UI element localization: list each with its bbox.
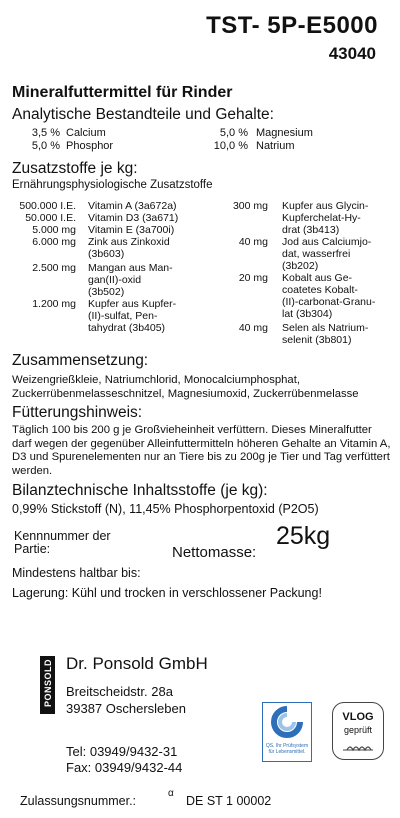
product-code: TST- 5P-E5000 [206,12,378,39]
vlog-subtitle: geprüft [343,725,373,735]
analytics-value: 5,0 % [31,140,60,152]
analytics-value: 5,0 % [219,127,248,139]
net-mass-label: Nettomasse: [172,544,257,561]
composition-text: Weizengrießkleie, Natriumchlorid, Monocalciumphosphat, Zuckerrübenmelasseschnitzel, Magnesiumoxid, Zuckerrübenmelasse [12,374,359,400]
qs-certification-icon [263,703,311,743]
additive-amount: 5.000 mg [32,224,76,236]
storage-note: Lagerung: Kühl und trocken in verschlossener Packung! [12,586,322,600]
ponsold-logo [40,656,55,714]
vlog-badge [332,702,384,760]
additives-subheading: Ernährungsphysiologische Zusatzstoffe [12,179,213,191]
additive-amount: 40 mg [238,236,268,248]
batch-label: Kennnummer der Partie: [14,529,111,556]
approval-number: DE ST 1 00002 [186,794,272,808]
additive-name: Vitamin E (3a700i) [88,224,175,236]
additive-amount: 300 mg [232,200,268,212]
additives-heading: Zusatzstoffe je kg: [12,160,138,177]
additive-name: Vitamin A (3a672a) [88,200,177,212]
analytics-value: 3,5 % [31,127,60,139]
additive-name: Jod aus Calciumjo- dat, wasserfrei (3b202) [282,236,372,272]
best-before: Mindestens haltbar bis: [12,566,141,580]
company-city: 39387 Oschersleben [66,701,186,716]
company-name: Dr. Ponsold GmbH [66,654,208,673]
net-mass-value: 25kg [276,522,331,550]
wheat-leaf-icon [333,736,383,758]
additive-name: Kupfer aus Glycin- Kupferchelat-Hy- drat (3b413) [282,200,369,236]
product-name: Mineralfuttermittel für Rinder [12,84,233,101]
feeding-text: Täglich 100 bis 200 g je Großvieheinheit verfüttern. Dieses Mineralfutter darf wegen der gegenüber Alleinfuttermitteln höheren Gehalte an Vitamin A, D3 und Spurenelementen nur an Tiere bis zu 200g je Tier und Tag verfüttert werden. [12,424,391,477]
additive-amount: 40 mg [238,322,268,334]
additive-name: Zink aus Zinkoxid (3b603) [88,236,170,260]
analytics-name: Calcium [66,127,106,139]
analytics-name: Magnesium [256,127,313,139]
approval-mark: α [168,788,174,799]
additive-amount: 50.000 I.E. [25,212,76,224]
balance-heading: Bilanztechnische Inhaltsstoffe (je kg): [12,482,268,499]
article-number: 43040 [328,44,376,63]
company-tel: Tel: 03949/9432-31 [66,744,178,759]
additive-amount: 500.000 I.E. [19,200,76,212]
company-fax: Fax: 03949/9432-44 [66,760,183,775]
approval-label: Zulassungsnummer.: [20,794,137,808]
additive-amount: 2.500 mg [32,262,76,274]
analytics-heading: Analytische Bestandteile und Gehalte: [12,106,274,123]
additive-amount: 1.200 mg [32,298,76,310]
additive-name: Vitamin D3 (3a671) [88,212,179,224]
logo-text: PONSOLD [43,659,53,708]
qs-certification-badge [262,702,312,762]
feeding-heading: Fütterungshinweis: [12,404,143,421]
vlog-title: VLOG [342,711,374,723]
additive-name: Kupfer aus Kupfer- (II)-sulfat, Pen- tahydrat (3b405) [88,298,177,334]
company-street: Breitscheidstr. 28a [66,684,173,699]
additive-name: Mangan aus Man- gan(II)-oxid (3b502) [88,262,173,298]
additive-amount: 20 mg [238,272,268,284]
analytics-name: Natrium [256,140,295,152]
composition-heading: Zusammensetzung: [12,352,149,369]
additive-name: Kobalt aus Ge- coatetes Kobalt- (II)-carbonat-Granu- lat (3b304) [282,272,376,320]
balance-text: 0,99% Stickstoff (N), 11,45% Phosphorpentoxid (P2O5) [12,502,319,516]
qs-caption: QS. Ihr Prüfsystem für Lebensmittel. [265,743,309,755]
analytics-value: 10,0 % [213,140,248,152]
analytics-name: Phosphor [66,140,114,152]
additive-amount: 6.000 mg [32,236,76,248]
additive-name: Selen als Natrium- selenit (3b801) [282,322,369,346]
